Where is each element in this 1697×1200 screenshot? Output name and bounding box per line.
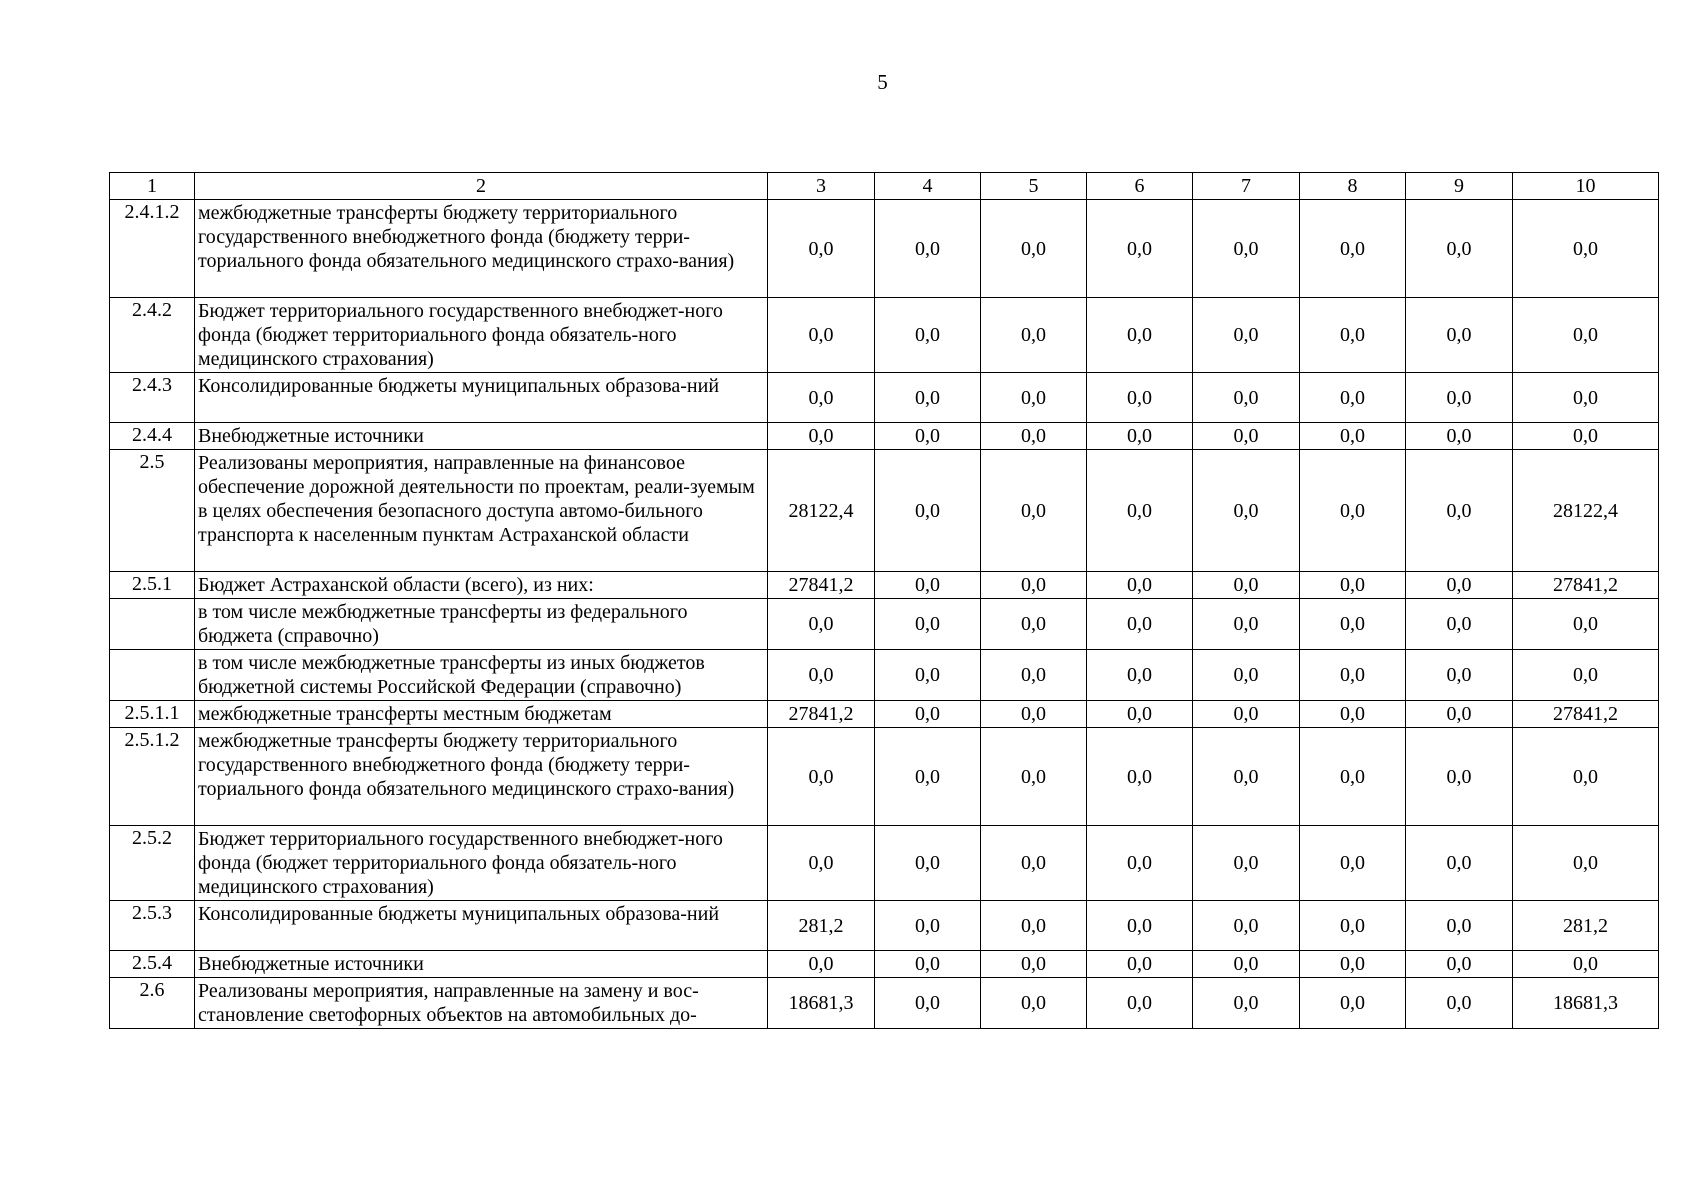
row-value: 0,0 <box>1300 826 1406 901</box>
table-row <box>110 728 1659 826</box>
row-code: 2.4.1.2 <box>110 200 195 298</box>
row-value: 0,0 <box>1087 951 1193 978</box>
row-value: 0,0 <box>1300 650 1406 701</box>
row-code: 2.5.3 <box>110 901 195 951</box>
row-code <box>110 599 195 650</box>
row-value: 0,0 <box>1087 978 1193 1029</box>
row-value: 0,0 <box>1513 599 1659 650</box>
row-value: 0,0 <box>875 572 981 599</box>
column-header: 5 <box>981 173 1087 200</box>
row-value: 0,0 <box>1300 200 1406 298</box>
row-value: 0,0 <box>1406 728 1513 826</box>
row-description: Реализованы мероприятия, направленные на финансовое обеспечение дорожной деятельности по проектам, реали-зуемым в целях обеспечения безопасного доступа автомо-бильного транспорта к населенным пунктам Астраханской области <box>195 450 768 572</box>
row-description: межбюджетные трансферты бюджету территориального государственного внебюджетного фонда (бюджету терри-ториального фонда обязательного медицинского страхо-вания) <box>195 728 768 826</box>
row-value: 0,0 <box>1406 701 1513 728</box>
row-value: 281,2 <box>1513 901 1659 951</box>
row-value: 0,0 <box>981 572 1087 599</box>
row-value: 0,0 <box>981 826 1087 901</box>
table-row <box>110 572 1659 599</box>
row-value: 0,0 <box>1406 423 1513 450</box>
row-value: 0,0 <box>1300 298 1406 373</box>
row-description: Бюджет Астраханской области (всего), из них: <box>195 572 768 599</box>
row-value: 0,0 <box>981 901 1087 951</box>
row-value: 0,0 <box>1300 572 1406 599</box>
row-value: 0,0 <box>768 650 875 701</box>
row-code: 2.5.1 <box>110 572 195 599</box>
row-value: 0,0 <box>1406 572 1513 599</box>
row-value: 0,0 <box>1087 599 1193 650</box>
row-description: в том числе межбюджетные трансферты из иных бюджетов бюджетной системы Российской Федерации (справочно) <box>195 650 768 701</box>
row-value: 0,0 <box>981 650 1087 701</box>
row-value: 0,0 <box>768 298 875 373</box>
row-value: 0,0 <box>1513 298 1659 373</box>
row-value: 0,0 <box>875 728 981 826</box>
row-value: 0,0 <box>875 599 981 650</box>
row-value: 0,0 <box>1193 826 1300 901</box>
row-description: Внебюджетные источники <box>195 423 768 450</box>
row-value: 0,0 <box>1087 650 1193 701</box>
row-value: 27841,2 <box>1513 701 1659 728</box>
table-header-row <box>110 173 1659 200</box>
row-value: 0,0 <box>981 599 1087 650</box>
row-value: 0,0 <box>1513 826 1659 901</box>
row-value: 0,0 <box>768 200 875 298</box>
row-code: 2.5 <box>110 450 195 572</box>
row-value: 0,0 <box>1087 298 1193 373</box>
column-header: 4 <box>875 173 981 200</box>
row-value: 0,0 <box>1087 450 1193 572</box>
column-header: 1 <box>110 173 195 200</box>
column-header: 3 <box>768 173 875 200</box>
row-value: 27841,2 <box>1513 572 1659 599</box>
row-value: 0,0 <box>768 826 875 901</box>
row-description: Реализованы мероприятия, направленные на замену и вос-становление светофорных объектов на автомобильных до- <box>195 978 768 1029</box>
row-code: 2.5.2 <box>110 826 195 901</box>
table-row <box>110 423 1659 450</box>
row-value: 0,0 <box>1513 728 1659 826</box>
row-value: 0,0 <box>768 373 875 423</box>
row-value: 0,0 <box>875 826 981 901</box>
row-code: 2.4.2 <box>110 298 195 373</box>
row-value: 27841,2 <box>768 701 875 728</box>
row-value: 0,0 <box>981 298 1087 373</box>
row-value: 0,0 <box>1513 200 1659 298</box>
row-value: 0,0 <box>1087 572 1193 599</box>
table-row <box>110 373 1659 423</box>
table-row <box>110 650 1659 701</box>
row-value: 0,0 <box>1406 826 1513 901</box>
row-value: 0,0 <box>1406 298 1513 373</box>
row-value: 0,0 <box>1087 200 1193 298</box>
column-header: 7 <box>1193 173 1300 200</box>
table-row <box>110 701 1659 728</box>
row-code: 2.5.4 <box>110 951 195 978</box>
row-description: межбюджетные трансферты местным бюджетам <box>195 701 768 728</box>
row-value: 0,0 <box>1300 901 1406 951</box>
row-value: 0,0 <box>1300 373 1406 423</box>
row-value: 0,0 <box>1193 572 1300 599</box>
row-value: 0,0 <box>1087 373 1193 423</box>
budget-table <box>109 172 1659 1029</box>
row-value: 0,0 <box>1300 978 1406 1029</box>
row-value: 0,0 <box>1300 599 1406 650</box>
row-value: 18681,3 <box>1513 978 1659 1029</box>
row-value: 0,0 <box>1193 951 1300 978</box>
row-value: 0,0 <box>981 728 1087 826</box>
row-value: 18681,3 <box>768 978 875 1029</box>
row-value: 0,0 <box>875 450 981 572</box>
page-number: 5 <box>877 70 888 94</box>
row-value: 0,0 <box>875 978 981 1029</box>
row-value: 0,0 <box>1406 901 1513 951</box>
row-value: 0,0 <box>1193 599 1300 650</box>
table-row <box>110 901 1659 951</box>
row-value: 0,0 <box>875 650 981 701</box>
row-description: в том числе межбюджетные трансферты из федерального бюджета (справочно) <box>195 599 768 650</box>
row-value: 0,0 <box>768 423 875 450</box>
row-code <box>110 650 195 701</box>
row-value: 0,0 <box>1193 423 1300 450</box>
row-code: 2.4.4 <box>110 423 195 450</box>
row-value: 0,0 <box>875 901 981 951</box>
row-value: 0,0 <box>1193 901 1300 951</box>
row-value: 0,0 <box>1406 373 1513 423</box>
row-description: Консолидированные бюджеты муниципальных образова-ний <box>195 373 768 423</box>
row-description: Внебюджетные источники <box>195 951 768 978</box>
row-value: 0,0 <box>981 200 1087 298</box>
row-value: 0,0 <box>1300 951 1406 978</box>
column-header: 10 <box>1513 173 1659 200</box>
row-description: Консолидированные бюджеты муниципальных образова-ний <box>195 901 768 951</box>
row-value: 0,0 <box>1193 200 1300 298</box>
row-value: 0,0 <box>1087 901 1193 951</box>
row-value: 28122,4 <box>1513 450 1659 572</box>
row-value: 0,0 <box>875 701 981 728</box>
row-value: 0,0 <box>768 951 875 978</box>
row-value: 0,0 <box>1406 951 1513 978</box>
row-value: 0,0 <box>1406 978 1513 1029</box>
table-row <box>110 450 1659 572</box>
row-value: 0,0 <box>875 373 981 423</box>
row-value: 0,0 <box>875 951 981 978</box>
table-row <box>110 951 1659 978</box>
row-value: 0,0 <box>1513 373 1659 423</box>
table-row <box>110 599 1659 650</box>
row-description: Бюджет территориального государственного внебюджет-ного фонда (бюджет территориального фонда обязатель-ного медицинского страхования) <box>195 298 768 373</box>
row-value: 0,0 <box>875 200 981 298</box>
column-header: 2 <box>195 173 768 200</box>
row-value: 0,0 <box>1406 450 1513 572</box>
row-value: 0,0 <box>1193 650 1300 701</box>
row-value: 0,0 <box>1087 701 1193 728</box>
row-value: 0,0 <box>1513 650 1659 701</box>
row-description: Бюджет территориального государственного внебюджет-ного фонда (бюджет территориального фонда обязатель-ного медицинского страхования) <box>195 826 768 901</box>
row-value: 281,2 <box>768 901 875 951</box>
row-value: 0,0 <box>981 373 1087 423</box>
row-code: 2.4.3 <box>110 373 195 423</box>
table-row <box>110 200 1659 298</box>
column-header: 8 <box>1300 173 1406 200</box>
column-header: 6 <box>1087 173 1193 200</box>
row-value: 28122,4 <box>768 450 875 572</box>
column-header: 9 <box>1406 173 1513 200</box>
row-value: 0,0 <box>1300 423 1406 450</box>
row-value: 0,0 <box>1193 298 1300 373</box>
row-value: 0,0 <box>1193 450 1300 572</box>
row-value: 0,0 <box>1087 826 1193 901</box>
table-body <box>110 200 1659 1029</box>
row-value: 0,0 <box>981 450 1087 572</box>
row-value: 0,0 <box>1193 728 1300 826</box>
row-code: 2.5.1.1 <box>110 701 195 728</box>
row-value: 0,0 <box>981 951 1087 978</box>
row-value: 0,0 <box>1300 701 1406 728</box>
row-value: 0,0 <box>1406 599 1513 650</box>
table-row <box>110 298 1659 373</box>
row-code: 2.5.1.2 <box>110 728 195 826</box>
row-code: 2.6 <box>110 978 195 1029</box>
row-value: 0,0 <box>768 599 875 650</box>
row-value: 27841,2 <box>768 572 875 599</box>
row-value: 0,0 <box>981 978 1087 1029</box>
row-value: 0,0 <box>875 298 981 373</box>
row-value: 0,0 <box>1406 650 1513 701</box>
table-row <box>110 826 1659 901</box>
row-value: 0,0 <box>875 423 981 450</box>
table-row <box>110 978 1659 1029</box>
row-description: межбюджетные трансферты бюджету территориального государственного внебюджетного фонда (бюджету терри-ториального фонда обязательного медицинского страхо-вания) <box>195 200 768 298</box>
row-value: 0,0 <box>1513 951 1659 978</box>
row-value: 0,0 <box>1300 728 1406 826</box>
row-value: 0,0 <box>1513 423 1659 450</box>
row-value: 0,0 <box>1087 423 1193 450</box>
row-value: 0,0 <box>1406 200 1513 298</box>
row-value: 0,0 <box>1193 373 1300 423</box>
row-value: 0,0 <box>1193 701 1300 728</box>
row-value: 0,0 <box>981 701 1087 728</box>
row-value: 0,0 <box>1300 450 1406 572</box>
row-value: 0,0 <box>981 423 1087 450</box>
row-value: 0,0 <box>768 728 875 826</box>
row-value: 0,0 <box>1087 728 1193 826</box>
row-value: 0,0 <box>1193 978 1300 1029</box>
